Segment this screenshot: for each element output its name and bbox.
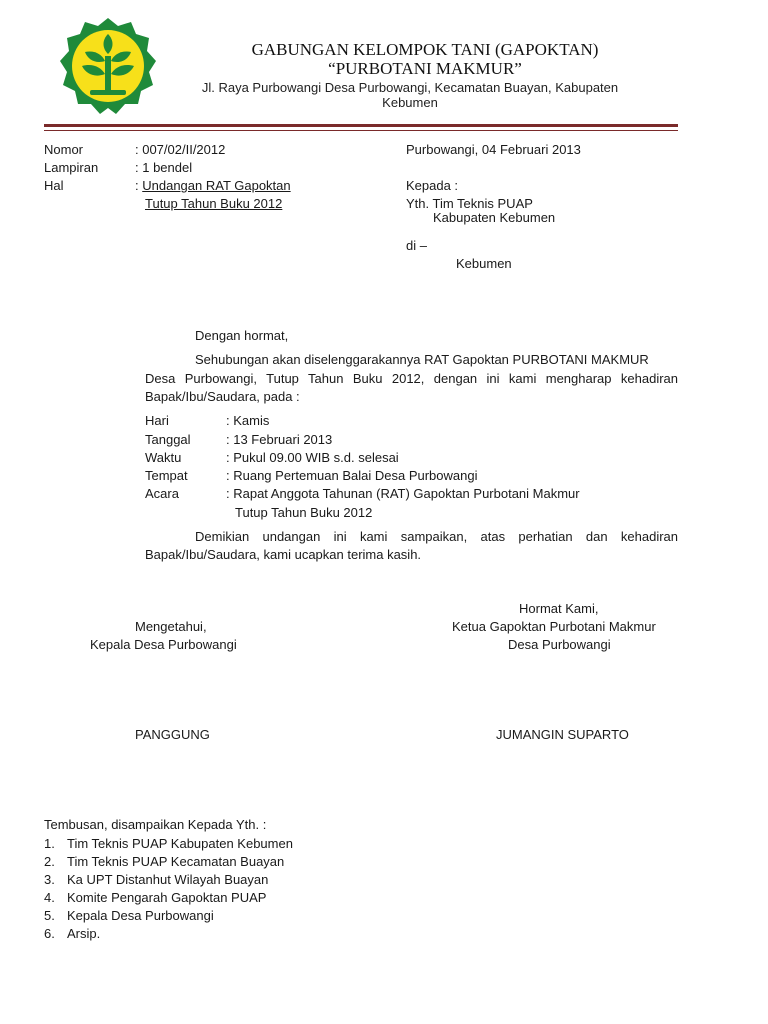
closing-hormat-kami: Hormat Kami, (519, 601, 599, 616)
list-item: 1. Tim Teknis PUAP Kabupaten Kebumen (44, 836, 293, 851)
di-label: di – (406, 238, 427, 253)
detail-label-waktu: Waktu (145, 450, 182, 465)
detail-label-tanggal: Tanggal (145, 432, 191, 447)
tembusan-list (44, 835, 293, 943)
recipient-line-2: Kabupaten Kebumen (433, 210, 556, 225)
hal-subject-line-2: Tutup Tahun Buku 2012 (145, 196, 283, 211)
nomor-label: Nomor (44, 142, 84, 157)
paragraph-2-first-line: Demikian undangan ini kami sampaikan, atas perhatian dan kehadiran (195, 529, 678, 544)
address-line-2: Kebumen (382, 95, 438, 110)
detail-value-tempat: : Ruang Pertemuan Balai Desa Purbowangi (226, 468, 478, 483)
left-signer-line-1: Mengetahui, (135, 619, 207, 634)
recipient-city: Kebumen (456, 256, 512, 271)
paragraph-1-rest: Desa Purbowangi, Tutup Tahun Buku 2012, dengan ini kami mengharap kehadiran Bapak/Ibu/Saudara, pada : (145, 371, 678, 404)
hal-colon: : (135, 178, 143, 193)
org-name: GABUNGAN KELOMPOK TANI (GAPOKTAN) (251, 40, 599, 59)
left-signer-line-2: Kepala Desa Purbowangi (90, 637, 237, 652)
list-item: 4. Komite Pengarah Gapoktan PUAP (44, 890, 267, 905)
address-line-1: Jl. Raya Purbowangi Desa Purbowangi, Kecamatan Buayan, Kabupaten (201, 80, 619, 95)
list-item: 6. Arsip. (44, 926, 101, 941)
detail-label-acara: Acara (145, 486, 179, 501)
detail-value-acara: : Rapat Anggota Tahunan (RAT) Gapoktan Purbotani Makmur (226, 486, 580, 501)
org-subname: “PURBOTANI MAKMUR” (328, 59, 522, 78)
right-signer-line-1: Ketua Gapoktan Purbotani Makmur (452, 619, 656, 634)
detail-label-hari: Hari (145, 413, 169, 428)
detail-value-tanggal: : 13 Februari 2013 (226, 432, 333, 447)
list-item: 5. Kepala Desa Purbowangi (44, 908, 214, 923)
paragraph-2-rest: Bapak/Ibu/Saudara, kami ucapkan terima kasih. (145, 547, 422, 562)
hal-value (135, 178, 291, 194)
lampiran-value: : 1 bendel (135, 160, 193, 175)
hal-label: Hal (44, 178, 64, 193)
paragraph-1-first-line: Sehubungan akan diselenggarakannya RAT Gapoktan PURBOTANI MAKMUR (195, 352, 649, 367)
detail-value-waktu: : Pukul 09.00 WIB s.d. selesai (226, 450, 399, 465)
agriculture-emblem-icon (58, 16, 158, 116)
header-rule-thin (44, 130, 678, 131)
right-signer-line-2: Desa Purbowangi (508, 637, 611, 652)
hal-subject-line-1: Undangan RAT Gapoktan (142, 178, 291, 193)
tembusan-title: Tembusan, disampaikan Kepada Yth. : (44, 817, 267, 832)
recipient-line-1: Yth. Tim Teknis PUAP (406, 196, 533, 211)
kepada-label: Kepada : (406, 178, 459, 193)
list-item: 3. Ka UPT Distanhut Wilayah Buayan (44, 872, 269, 887)
header-rule-thick (44, 124, 678, 127)
right-signer-name: JUMANGIN SUPARTO (496, 727, 629, 742)
place-date: Purbowangi, 04 Februari 2013 (406, 142, 581, 157)
greeting: Dengan hormat, (195, 328, 289, 343)
nomor-value: : 007/02/II/2012 (135, 142, 226, 157)
detail-label-tempat: Tempat (145, 468, 188, 483)
detail-value-acara-cont: Tutup Tahun Buku 2012 (235, 505, 373, 520)
list-item: 2. Tim Teknis PUAP Kecamatan Buayan (44, 854, 285, 869)
lampiran-label: Lampiran (44, 160, 99, 175)
left-signer-name: PANGGUNG (135, 727, 210, 742)
detail-value-hari: : Kamis (226, 413, 270, 428)
